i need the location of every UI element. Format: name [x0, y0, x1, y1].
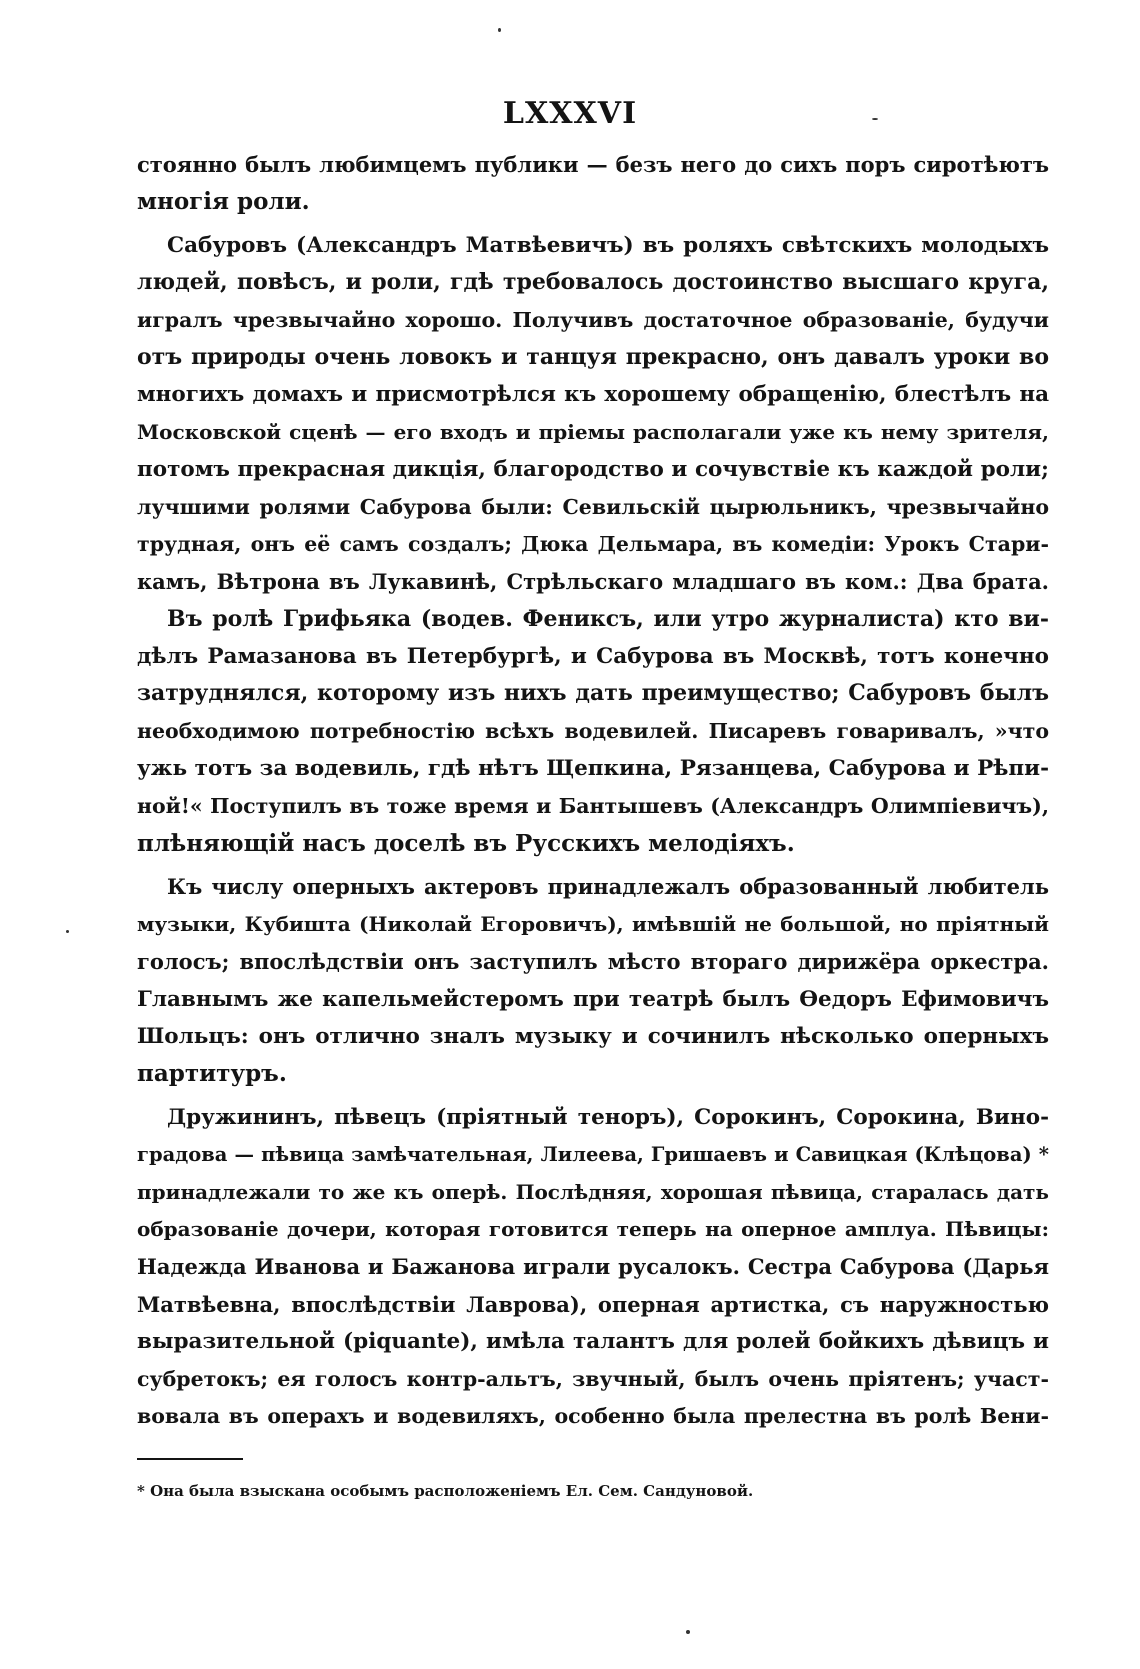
paragraph	[137, 146, 1049, 221]
text-line: Московской сценѣ — его входъ и прiемы располагали уже къ нему зрителя,	[137, 419, 1049, 444]
text-line: ужь тотъ за водевиль, гдѣ нѣтъ Щепкина, Рязанцева, Сабурова и Рѣпи-	[137, 756, 1049, 782]
ink-speck	[498, 28, 501, 32]
text-line: трудная, онъ её самъ создалъ; Дюка Дельмара, въ комедiи: Урокъ Стари-	[137, 531, 1049, 556]
text-line: необходимою потребностiю всѣхъ водевилей. Писаревъ говаривалъ, »что	[137, 718, 1049, 743]
text-line: Къ числу оперныхъ актеровъ принадлежалъ образованный любитель	[167, 874, 1049, 900]
text-line: игралъ чрезвычайно хорошо. Получивъ достаточное образованiе, будучи	[137, 307, 1049, 332]
text-line: Дружининъ, пѣвецъ (прiятный теноръ), Сорокинъ, Сорокина, Вино-	[167, 1104, 1049, 1130]
text-line: субретокъ; ея голосъ контр-альтъ, звучный, былъ очень прiятенъ; участ-	[137, 1366, 1049, 1391]
text-line: вовала въ операхъ и водевиляхъ, особенно была прелестна въ ролѣ Вени-	[137, 1403, 1049, 1428]
text-line: плѣняющiй насъ доселѣ въ Русскихъ мелодiяхъ.	[137, 830, 795, 858]
text-line: камъ, Вѣтрона въ Лукавинѣ, Стрѣльскаго младшаго въ ком.: Два брата.	[137, 569, 1049, 595]
ink-speck	[686, 1630, 690, 1634]
paragraph	[137, 601, 1049, 863]
text-line: Въ ролѣ Грифьяка (водев. Фениксъ, или утро журналиста) кто ви-	[167, 605, 1049, 632]
text-line: Надежда Иванова и Бажанова играли русалокъ. Сестра Сабурова (Дарья	[137, 1254, 1049, 1280]
text-line: Сабуровъ (Александръ Матвѣевичъ) въ роляхъ свѣтскихъ молодыхъ	[167, 232, 1049, 258]
text-line: музыки, Кубишта (Николай Егоровичъ), имѣвшiй не большой, но прiятный	[137, 911, 1049, 936]
text-line: отъ природы очень ловокъ и танцуя прекрасно, онъ давалъ уроки во	[137, 343, 1049, 370]
text-line: дѣлъ Рамазанова въ Петербургѣ, и Сабурова въ Москвѣ, тотъ конечно	[137, 644, 1049, 670]
text-line: образованiе дочери, которая готовится теперь на оперное амплуа. Пѣвицы:	[137, 1216, 1049, 1241]
text-line: Матвѣевна, впослѣдствiи Лаврова), оперная артистка, съ наружностью	[137, 1291, 1049, 1317]
text-line: людей, повѣсъ, и роли, гдѣ требовалось достоинство высшаго круга,	[137, 269, 1049, 296]
paragraph	[137, 1099, 1049, 1436]
text-line: выразительной (piquante), имѣла талантъ для ролей бойкихъ дѣвицъ и	[137, 1329, 1049, 1355]
body-text	[137, 146, 1049, 1435]
ink-speck	[872, 118, 878, 120]
ink-speck	[66, 930, 69, 933]
text-line: принадлежали то же къ оперѣ. Послѣдняя, хорошая пѣвица, старалась дать	[137, 1179, 1049, 1204]
text-line: многихъ домахъ и присмотрѣлся къ хорошему обращенiю, блестѣлъ на	[137, 382, 1049, 408]
page-number: LXXXVI	[502, 96, 638, 131]
text-line: голосъ; впослѣдствiи онъ заступилъ мѣсто втораго дирижёра оркестра.	[137, 949, 1049, 975]
text-line: ной!« Поступилъ въ тоже время и Бантышевъ (Александръ Олимпiевичъ),	[137, 793, 1049, 818]
footnote-rule	[137, 1458, 243, 1460]
text-line: Главнымъ же капельмейстеромъ при театрѣ былъ Ѳедоръ Ефимовичъ	[137, 986, 1049, 1012]
text-line: лучшими ролями Сабурова были: Севильскiй цырюльникъ, чрезвычайно	[137, 494, 1049, 519]
text-line: многiя роли.	[137, 188, 310, 216]
text-line: затруднялся, которому изъ нихъ дать преимущество; Сабуровъ былъ	[137, 680, 1049, 707]
text-line: партитуръ.	[137, 1060, 287, 1088]
text-line: градова — пѣвица замѣчательная, Лилеева, Гришаевъ и Савицкая (Клѣцова) *	[137, 1143, 1049, 1167]
text-line: стоянно былъ любимцемъ публики — безъ него до сихъ поръ сиротѣютъ	[137, 152, 1049, 177]
text-line: потомъ прекрасная дикцiя, благородство и сочувствiе къ каждой роли;	[137, 457, 1049, 483]
footnote: * Она была взыскана особымъ расположенiемъ Ел. Сем. Сандуновой.	[137, 1482, 754, 1500]
paragraph	[137, 227, 1049, 601]
paragraph	[137, 868, 1049, 1092]
text-line: Шольцъ: онъ отлично зналъ музыку и сочинилъ нѣсколько оперныхъ	[137, 1023, 1049, 1049]
